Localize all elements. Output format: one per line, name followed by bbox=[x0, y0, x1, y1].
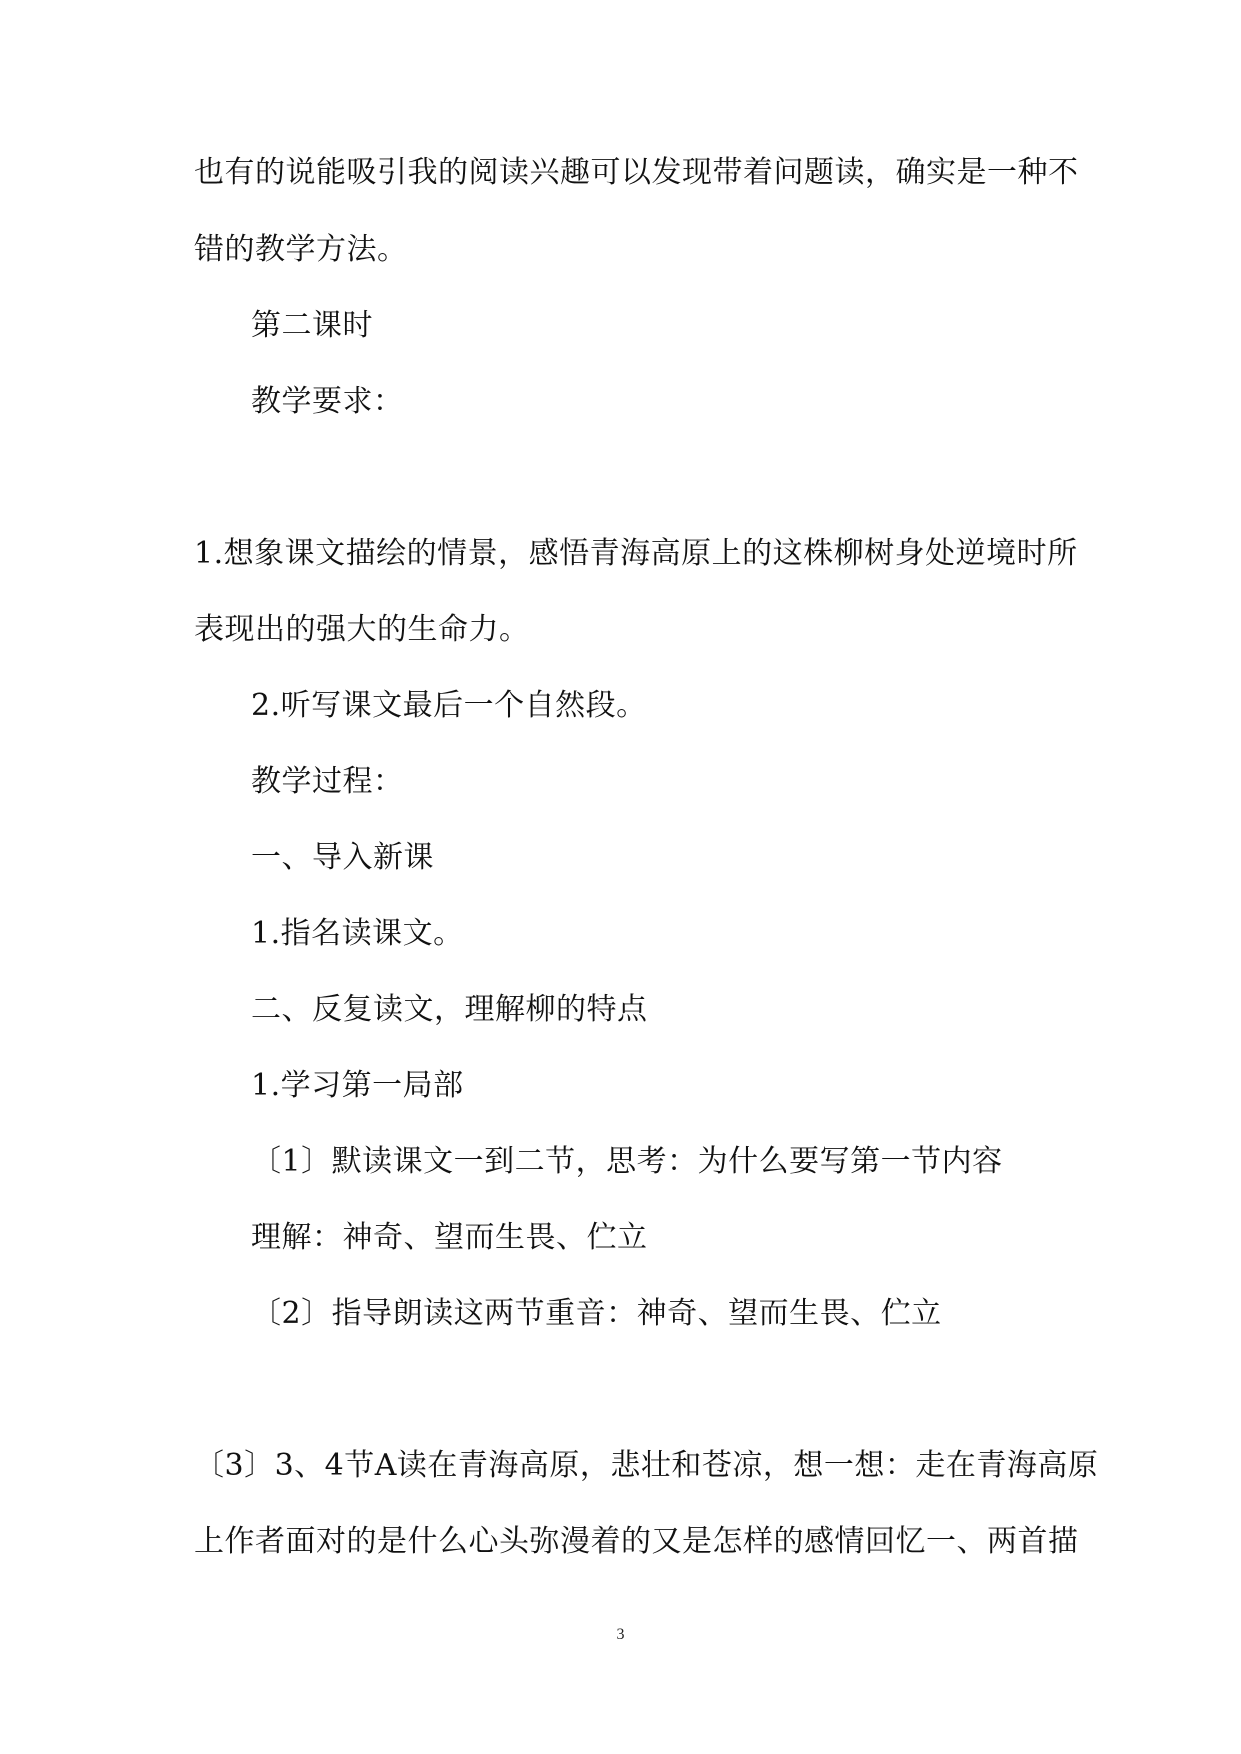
page-number: 3 bbox=[616, 1626, 625, 1643]
body-text-line: 上作者面对的是什么心头弥漫着的又是怎样的感情回忆一、两首描 bbox=[194, 1524, 1079, 1559]
body-text-line: 〔3〕3、4节A读在青海高原，悲壮和苍凉，想一想：走在青海高原 bbox=[194, 1448, 1099, 1483]
body-text-line: 错的教学方法。 bbox=[194, 232, 408, 267]
body-text-line: 理解：神奇、望而生畏、伫立 bbox=[251, 1220, 648, 1255]
body-text-line: 2.听写课文最后一个自然段。 bbox=[251, 688, 647, 723]
body-text-line: 1.想象课文描绘的情景，感悟青海高原上的这株柳树身处逆境时所 bbox=[194, 536, 1078, 571]
section-heading: 教学要求： bbox=[251, 384, 404, 419]
body-text-line: 表现出的强大的生命力。 bbox=[194, 612, 530, 647]
section-heading: 第二课时 bbox=[251, 308, 373, 343]
section-heading: 教学过程： bbox=[251, 764, 404, 799]
body-text-line: 1.指名读课文。 bbox=[251, 916, 464, 951]
body-text-line: 〔1〕默读课文一到二节，思考：为什么要写第一节内容 bbox=[251, 1144, 1003, 1179]
body-text-line: 也有的说能吸引我的阅读兴趣可以发现带着问题读，确实是一种不 bbox=[194, 155, 1079, 190]
body-text-line: 〔2〕指导朗读这两节重音：神奇、望而生畏、伫立 bbox=[251, 1296, 942, 1331]
body-text-line: 1.学习第一局部 bbox=[251, 1068, 464, 1103]
section-heading: 一、导入新课 bbox=[251, 840, 434, 875]
section-heading: 二、反复读文，理解柳的特点 bbox=[251, 992, 648, 1027]
